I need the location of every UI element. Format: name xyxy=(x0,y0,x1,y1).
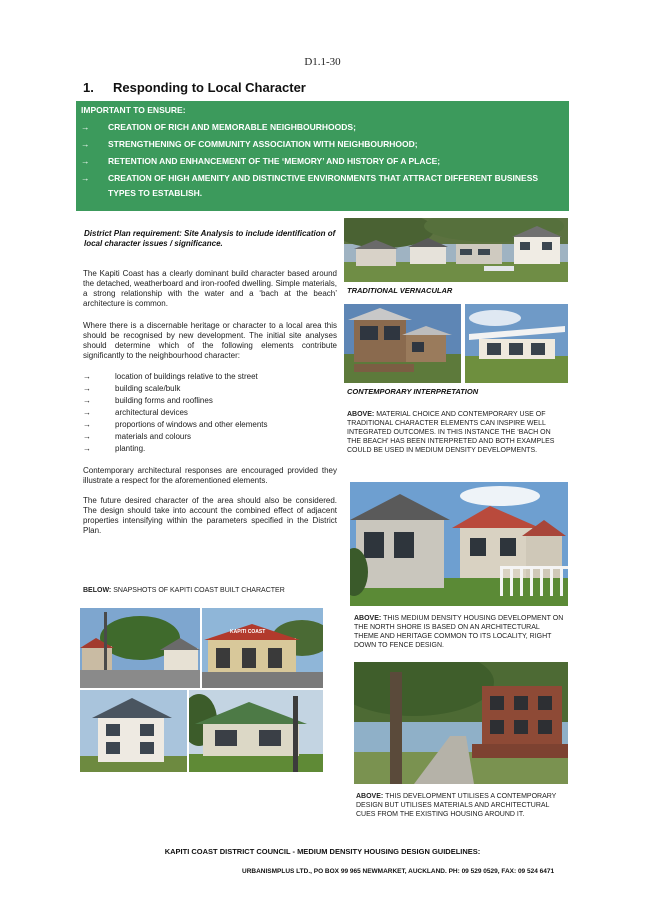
list-item: → materials and colours xyxy=(83,432,192,441)
arrow-right-icon: → xyxy=(83,444,91,453)
section-heading xyxy=(83,80,306,95)
character-elements-list xyxy=(83,371,337,455)
arrow-right-icon: → xyxy=(83,384,91,393)
arrow-right-icon: → xyxy=(81,173,90,183)
arrow-right-icon: → xyxy=(81,122,90,132)
list-item: → location of buildings relative to the street xyxy=(83,372,258,381)
list-item: → planting. xyxy=(83,444,146,453)
list-item: → building scale/bulk xyxy=(83,384,181,393)
list-item: → proportions of windows and other elements xyxy=(83,420,268,429)
arrow-right-icon: → xyxy=(83,372,91,381)
page-number: D1.1-30 xyxy=(304,56,341,68)
footer-contact: URBANISMPLUS LTD., PO BOX 99 965 NEWMARKET, AUCKLAND. PH: 09 529 0529, FAX: 09 524 6471 xyxy=(242,868,555,875)
above-caption-2: ABOVE: THIS MEDIUM DENSITY HOUSING DEVELOPMENT ON THE NORTH SHORE IS BASED ON AN ARCHITECTURAL THEME AND HERITAGE COMMON TO ITS LOCALITY, RIGHT DOWN TO FENCE DESIGN. xyxy=(354,615,564,649)
caption-contemporary-interpretation: CONTEMPORARY INTERPRETATION xyxy=(347,387,479,396)
arrow-right-icon: → xyxy=(83,432,91,441)
important-item: → CREATION OF HIGH AMENITY AND DISTINCTIVE ENVIRONMENTS THAT ATTRACT DIFFERENT BUSINESS TYPES TO ESTABLISH. xyxy=(81,173,539,198)
below-caption: BELOW: SNAPSHOTS OF KAPITI COAST BUILT CHARACTER xyxy=(83,587,285,594)
photo-snapshot-two-storey xyxy=(80,690,187,772)
district-plan-requirement: District Plan requirement: Site Analysis to include identification of local character issues / significance. xyxy=(84,229,336,248)
arrow-right-icon: → xyxy=(83,408,91,417)
important-box xyxy=(76,101,569,211)
photo-north-shore-development xyxy=(350,482,568,606)
body-paragraph-2: Where there is a discernable heritage or character to a local area this should be recognised by new development. The initial site analyses should determine which of the following elements contribute significantly to the neighbourhood character: xyxy=(83,321,337,360)
arrow-right-icon: → xyxy=(83,396,91,405)
arrow-right-icon: → xyxy=(83,420,91,429)
arrow-right-icon: → xyxy=(81,139,90,149)
photo-contemporary-1 xyxy=(344,304,461,383)
important-item: → RETENTION AND ENHANCEMENT OF THE ‘MEMORY’ AND HISTORY OF A PLACE; xyxy=(81,154,563,169)
photo-snapshot-shop xyxy=(202,608,323,688)
body-paragraph-3: Contemporary architectural responses are encouraged provided they illustrate a respect for the aforementioned elements. xyxy=(83,466,337,485)
footer-council-title: KAPITI COAST DISTRICT COUNCIL - MEDIUM DENSITY HOUSING DESIGN GUIDELINES: xyxy=(164,847,481,856)
photo-traditional-vernacular xyxy=(344,218,568,282)
photo-snapshot-street xyxy=(80,608,200,688)
list-item: → building forms and rooflines xyxy=(83,396,213,405)
important-header: IMPORTANT TO ENSURE: xyxy=(81,105,186,115)
section-title: Responding to Local Character xyxy=(113,80,306,95)
photo-contemporary-development xyxy=(354,662,568,784)
above-caption-3: ABOVE: THIS DEVELOPMENT UTILISES A CONTEMPORARY DESIGN BUT UTILISES MATERIALS AND ARCHITECTURAL CUES FROM THE EXISTING HOUSING AROUND IT. xyxy=(356,793,557,818)
arrow-right-icon: → xyxy=(81,156,90,166)
caption-traditional-vernacular: TRADITIONAL VERNACULAR xyxy=(347,286,453,295)
shop-sign: KAPITI COAST xyxy=(230,629,266,635)
important-item: → STRENGTHENING OF COMMUNITY ASSOCIATION WITH NEIGHBOURHOOD; xyxy=(81,137,563,152)
important-item: → CREATION OF RICH AND MEMORABLE NEIGHBOURHOODS; xyxy=(81,120,563,135)
above-caption-1: ABOVE: MATERIAL CHOICE AND CONTEMPORARY USE OF TRADITIONAL CHARACTER ELEMENTS CAN INSPIRE WELL INTEGRATED OUTCOMES. IN THIS INSTANCE THE ‘BACH ON THE BEACH’ HAS BEEN INTERPRETED AND BOTH EXAMPLES COULD BE USED IN MEDIUM DENSITY DEVELOPMENTS. xyxy=(347,411,555,454)
photo-snapshot-bungalow xyxy=(189,690,323,772)
body-paragraph-1: The Kapiti Coast has a clearly dominant build character based around the detached, weatherboard and iron-roofed dwelling. Simple materials, a strong relationship with the water and a ‘bach at the beach’ architecture is common. xyxy=(83,269,337,308)
section-number: 1. xyxy=(83,80,94,95)
body-paragraph-4: The future desired character of the area should also be considered. The design should take into account the combined effect of adjacent properties intensifying within the parameters specified in the District Plan. xyxy=(83,496,337,535)
photo-contemporary-2 xyxy=(465,304,568,383)
list-item: → architectural devices xyxy=(83,408,188,417)
